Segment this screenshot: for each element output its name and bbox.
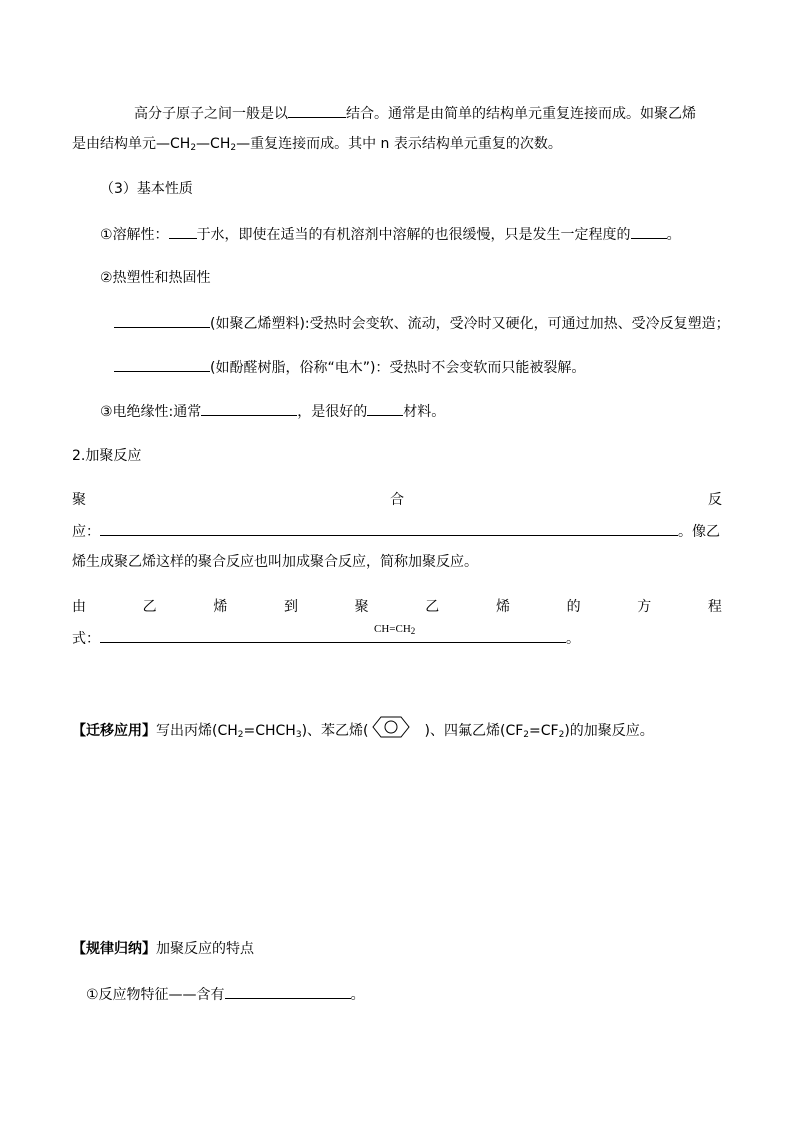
text: 。像乙	[678, 524, 720, 540]
thermo-title: ②热塑性和热固性	[100, 270, 211, 286]
text: 方	[637, 599, 652, 615]
text: 式：	[72, 631, 100, 647]
fill-blank[interactable]	[367, 401, 403, 416]
para1-line2	[72, 134, 562, 154]
fill-blank[interactable]	[225, 984, 351, 999]
text: 材料。	[403, 404, 446, 420]
text: 到	[283, 599, 298, 615]
text: 由	[72, 599, 86, 615]
insulation-line	[100, 401, 445, 422]
text: 是由结构单元—CH	[72, 136, 191, 152]
text: 应：	[72, 524, 100, 540]
text: (如酚醛树脂，俗称“电木”)：受热时不会变软而只能被裂解。	[210, 360, 586, 376]
text: 溶解性：	[112, 227, 169, 243]
text: (如聚乙烯塑料):受热时会变软、流动，受冷时又硬化，可通过加热、受冷反复塑造；	[210, 316, 730, 332]
fill-blank[interactable]	[201, 401, 297, 416]
text: 结合。通常是由简单的结构单元重复连接而成。如聚乙烯	[346, 106, 696, 122]
subscript: 2	[558, 730, 565, 740]
text: 写出丙烯(CH	[156, 723, 238, 739]
text: 的	[566, 599, 581, 615]
text: )、四氟乙烯(CF	[424, 723, 524, 739]
equation-line1	[72, 597, 722, 617]
fill-blank[interactable]	[631, 224, 667, 239]
text: 加聚反应的特点	[156, 941, 254, 957]
text: 聚	[72, 492, 86, 508]
fill-blank[interactable]	[288, 103, 346, 118]
transfer-application-line	[72, 715, 654, 747]
fill-blank[interactable]	[100, 628, 566, 643]
subscript: 2	[237, 730, 244, 740]
subscript: 2	[230, 143, 237, 153]
text: CH=CH	[374, 623, 411, 635]
text: ③电绝缘性:通常	[100, 404, 202, 420]
rule-summary-line	[72, 939, 254, 959]
fill-blank[interactable]	[114, 313, 210, 328]
text: ①	[100, 227, 113, 243]
benzene-ring-icon	[371, 715, 411, 747]
definition-line2	[72, 521, 720, 542]
text: )、苯乙烯(	[301, 723, 369, 739]
text: =CHCH	[243, 723, 296, 739]
label: 【规律归纳】	[72, 941, 156, 957]
text: 。	[350, 987, 365, 1003]
rule-item1-line	[86, 984, 365, 1005]
subscript: 2	[410, 626, 416, 636]
subscript: 2	[523, 730, 530, 740]
text: 。	[666, 227, 681, 243]
solubility-line	[100, 224, 681, 245]
text: 乙	[425, 599, 440, 615]
text: 程	[707, 599, 722, 615]
section-2-title: 2.加聚反应	[72, 448, 142, 464]
thermoplastic-line	[114, 313, 730, 334]
text: 聚	[354, 599, 369, 615]
subscript: 2	[190, 143, 197, 153]
fill-blank[interactable]	[114, 357, 210, 372]
para1-line1	[134, 103, 696, 124]
label: 【迁移应用】	[72, 723, 156, 739]
section-3-title: （3）基本性质	[100, 181, 193, 197]
text: 。	[566, 631, 580, 647]
fill-blank[interactable]	[169, 224, 197, 239]
text: 烯	[213, 599, 228, 615]
definition-line3: 烯生成聚乙烯这样的聚合反应也叫加成聚合反应，简称加聚反应。	[72, 554, 478, 570]
text: ，是很好的	[297, 404, 368, 420]
thermoset-line	[114, 357, 585, 378]
text: 于水，即使在适当的有机溶剂中溶解的也很缓慢，只是发生一定程度的	[196, 227, 631, 243]
definition-line1	[72, 490, 722, 510]
text: 反	[708, 492, 722, 508]
text: )的加聚反应。	[564, 723, 654, 739]
subscript: 3	[295, 730, 302, 740]
text: ①反应物特征——含有	[86, 987, 225, 1003]
equation-line2	[72, 628, 580, 649]
fill-blank[interactable]	[100, 521, 678, 536]
text: —CH	[196, 136, 231, 152]
text: 乙	[142, 599, 157, 615]
text: —重复连接而成。其中 n 表示结构单元重复的次数。	[236, 136, 562, 152]
text: 高分子原子之间一般是以	[134, 106, 288, 122]
text: =CF	[529, 723, 559, 739]
text: 合	[390, 492, 404, 508]
text: 烯	[495, 599, 510, 615]
